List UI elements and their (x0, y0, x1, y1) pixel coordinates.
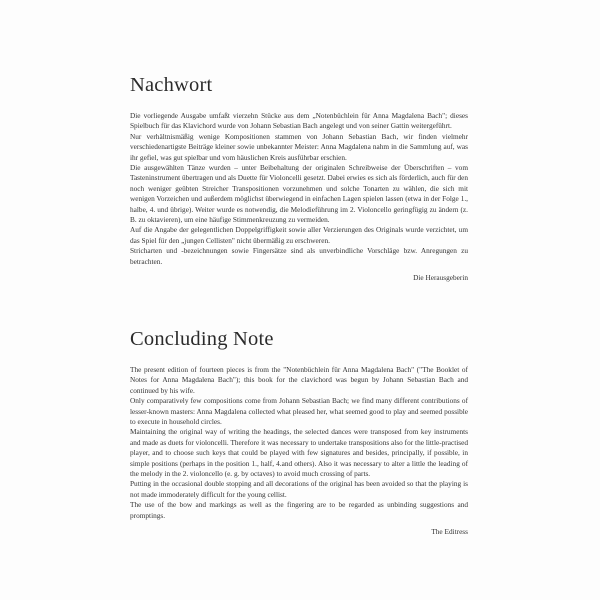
concluding-note-section (130, 327, 468, 536)
paragraph: Auf die Angabe der gelegentlichen Doppelgriffigkeit sowie aller Verzierungen des Originals wurde verzichtet, um das Spiel für den „jungen Cellisten" nicht übermäßig zu erschweren. (130, 225, 468, 245)
paragraph: Stricharten und -bezeichnungen sowie Fingersätze sind als unverbindliche Vorschläge bzw. Anregungen zu betrachten. (130, 246, 468, 266)
paragraph: Only comparatively few compositions come from Johann Sebastian Bach; we find many different contributions of lesser-known masters: Anna Magdalena collected what pleased her, what seemed good to play and seemed possible to execute in household circles. (130, 396, 468, 427)
paragraph: The use of the bow and markings as well as the fingering are to be regarded as unbinding suggestions and promptings. (130, 500, 468, 520)
paragraph: The present edition of fourteen pieces is from the "Notenbüchlein für Anna Magdalena Bach" ("The Booklet of Notes for Anna Magdalena Bach"); this book for the clavichord was begun by Johann Sebastian Bach and continued by his wife. (130, 365, 468, 395)
paragraph: Nur verhältnismäßig wenige Kompositionen stammen von Johann Sebastian Bach, wir finden vielmehr verschiedenartigste Beiträge kleiner sowie unbekannter Meister: Anna Magdalena nahm in die Sammlung auf, was ihr gefiel, was gut spielbar und vom häuslichen Kreis ausführbar erschien. (130, 131, 468, 162)
signature: Die Herausgeberin (413, 273, 468, 283)
concluding-note-heading: Concluding Note (130, 328, 274, 350)
paragraph: Putting in the occasional double stopping and all decorations of the original has been avoided so that the playing is not made immoderately difficult for the young cellist. (130, 479, 468, 499)
paragraph: Die vorliegende Ausgabe umfaßt vierzehn Stücke aus dem „Notenbüchlein für Anna Magdalena Bach"; dieses Spielbuch für das Klavichord wurde von Johann Sebastian Bach angelegt und von seiner Gattin weitergeführt. (130, 111, 468, 131)
paragraph: Maintaining the original way of writing the headings, the selected dances were transposed from key instruments and made as duets for violoncelli. Therefore it was necessary to undertake transpositions also for the little-practised player, and to choose such keys that could be played with few signatures and besides, principally, if possible, in simple positions (perhaps in the position 1., half, 4.and others). Also it was necessary to alter a little the leading of the melody in the 2. violoncello (e. g. by octaves) to avoid much crossing of parts. (130, 427, 468, 479)
nachwort-section (130, 73, 468, 282)
paragraph: Die ausgewählten Tänze wurden – unter Beibehaltung der originalen Schreibweise der Überschriften – vom Tasteninstrument übertragen und als Duette für Violoncelli gesetzt. Dabei erwies es sich als förderlich, auch für den noch weniger geübten Streicher Transpositionen vorzunehmen und solche Tonarten zu wählen, die sich mit wenigen Vorzeichen und außerdem möglichst überwiegend in einfachen Lagen spielen lassen (etwa in der Folge 1., halbe, 4. und übrige). Weiter wurde es notwendig, die Melodieführung im 2. Violoncello geringfügig zu ändern (z. B. zu oktavieren), um eine häufige Stimmenkreuzung zu vermeiden. (130, 163, 468, 225)
signature: The Editress (431, 527, 468, 537)
nachwort-heading: Nachwort (130, 74, 213, 96)
